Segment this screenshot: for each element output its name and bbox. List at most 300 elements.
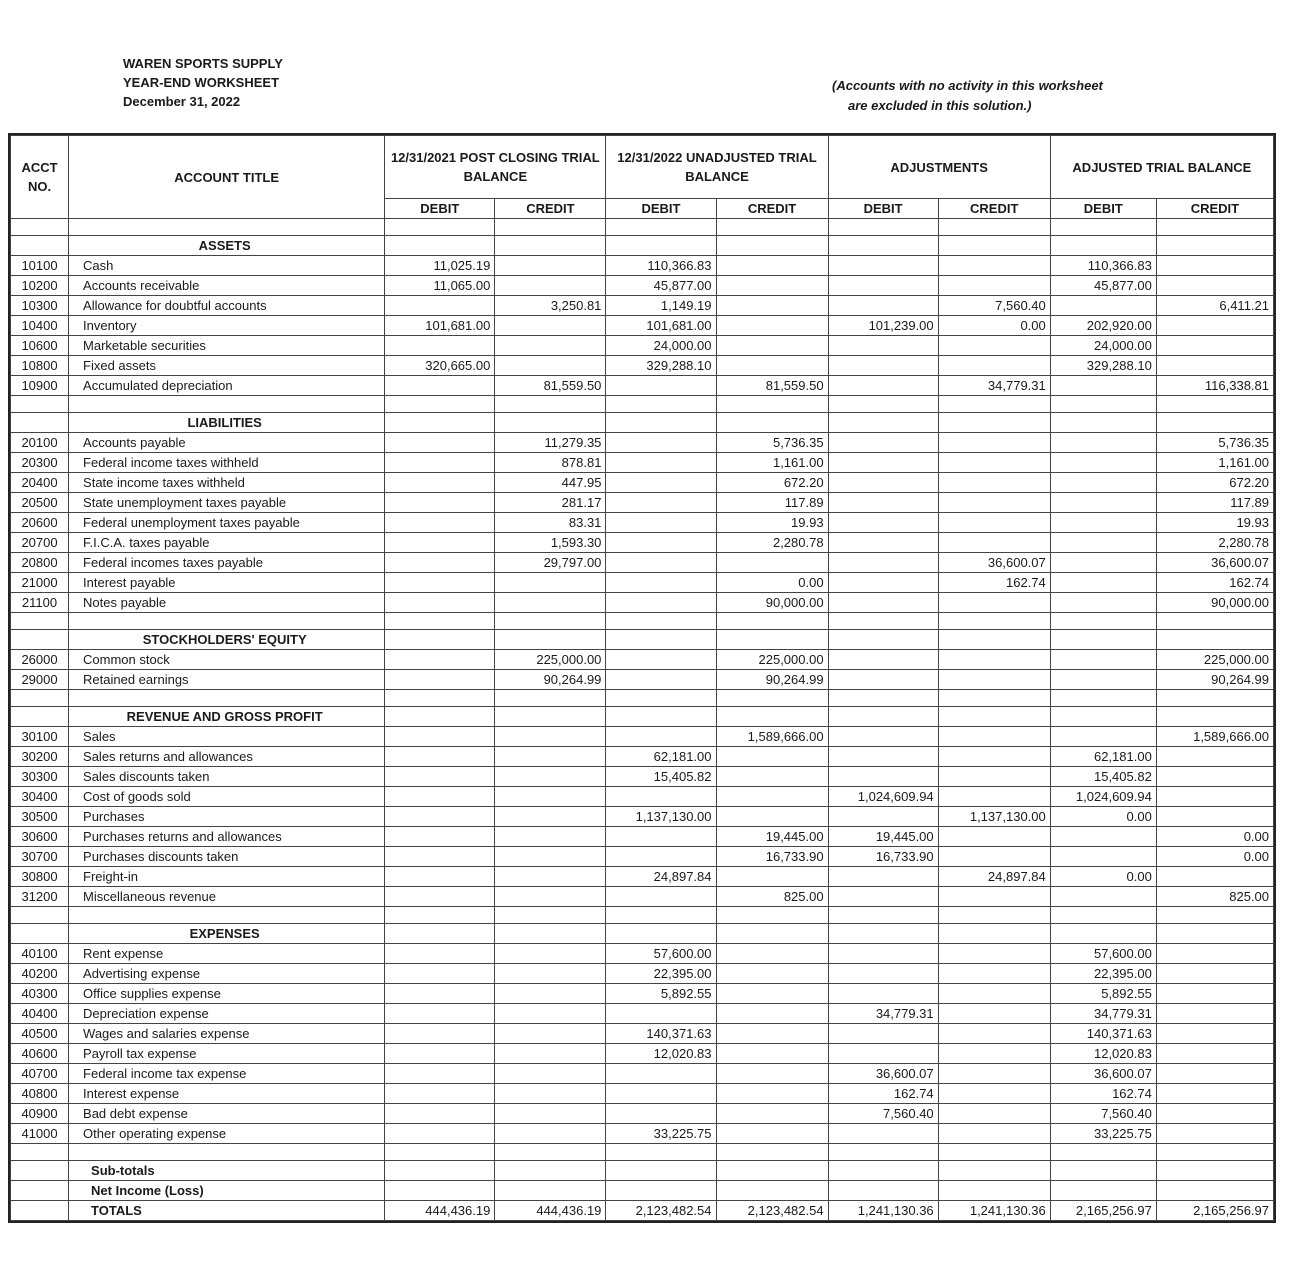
credit-amount (495, 807, 606, 827)
empty-cell (11, 413, 69, 433)
totals-row (11, 1161, 1274, 1181)
credit-amount: 444,436.19 (495, 1201, 606, 1221)
empty-cell (716, 396, 828, 413)
credit-amount (1156, 1161, 1273, 1181)
debit-amount (828, 727, 938, 747)
debit-amount: 101,681.00 (606, 316, 716, 336)
account-row (11, 593, 1274, 613)
debit-amount (828, 650, 938, 670)
debit-amount (606, 513, 716, 533)
empty-cell (716, 907, 828, 924)
credit-amount (1156, 1084, 1273, 1104)
credit-amount: 2,165,256.97 (1156, 1201, 1273, 1221)
credit-amount (716, 356, 828, 376)
credit-amount: 162.74 (1156, 573, 1273, 593)
debit-amount (385, 867, 495, 887)
empty-cell (385, 690, 495, 707)
debit-amount (1050, 1181, 1156, 1201)
empty-cell (716, 630, 828, 650)
account-title: Accounts receivable (69, 276, 385, 296)
debit-amount: 45,877.00 (606, 276, 716, 296)
debit-amount (606, 533, 716, 553)
empty-cell (828, 630, 938, 650)
debit-amount: 24,000.00 (1050, 336, 1156, 356)
debit-amount (385, 944, 495, 964)
worksheet-table (10, 135, 1274, 1221)
debit-amount (606, 1161, 716, 1181)
empty-cell (385, 219, 495, 236)
account-row (11, 887, 1274, 907)
section-header-row (11, 630, 1274, 650)
debit-amount (828, 767, 938, 787)
credit-amount (938, 787, 1050, 807)
credit-amount (716, 787, 828, 807)
section-title: ASSETS (69, 236, 385, 256)
empty-cell (938, 613, 1050, 630)
credit-amount (495, 573, 606, 593)
credit-amount (495, 336, 606, 356)
credit-amount (938, 670, 1050, 690)
empty-cell (11, 690, 69, 707)
empty-cell (606, 613, 716, 630)
credit-amount (1156, 1181, 1273, 1201)
account-title: Federal incomes taxes payable (69, 553, 385, 573)
credit-amount: 1,589,666.00 (1156, 727, 1273, 747)
account-title: Freight-in (69, 867, 385, 887)
credit-amount (1156, 787, 1273, 807)
account-number: 21000 (11, 573, 69, 593)
debit-amount: 329,288.10 (1050, 356, 1156, 376)
debit-amount: 19,445.00 (828, 827, 938, 847)
account-title: Other operating expense (69, 1124, 385, 1144)
header-debit: DEBIT (606, 199, 716, 219)
empty-cell (11, 236, 69, 256)
section-title: EXPENSES (69, 924, 385, 944)
debit-amount (606, 787, 716, 807)
credit-amount (495, 1024, 606, 1044)
empty-cell (385, 630, 495, 650)
credit-amount: 90,000.00 (1156, 593, 1273, 613)
credit-amount (716, 553, 828, 573)
empty-cell (606, 630, 716, 650)
credit-amount (495, 867, 606, 887)
account-number: 40200 (11, 964, 69, 984)
empty-cell (828, 907, 938, 924)
account-number: 40400 (11, 1004, 69, 1024)
account-number: 20400 (11, 473, 69, 493)
debit-amount: 62,181.00 (606, 747, 716, 767)
credit-amount: 281.17 (495, 493, 606, 513)
debit-amount: 1,024,609.94 (1050, 787, 1156, 807)
empty-cell (385, 236, 495, 256)
empty-cell (11, 630, 69, 650)
empty-cell (11, 1144, 69, 1161)
debit-amount (828, 867, 938, 887)
account-number: 40600 (11, 1044, 69, 1064)
debit-amount (606, 1104, 716, 1124)
note-line-2: are excluded in this solution.) (848, 98, 1032, 113)
credit-amount: 81,559.50 (716, 376, 828, 396)
account-number: 40700 (11, 1064, 69, 1084)
debit-amount: 33,225.75 (1050, 1124, 1156, 1144)
credit-amount: 0.00 (1156, 847, 1273, 867)
account-row (11, 453, 1274, 473)
empty-cell (938, 413, 1050, 433)
header-debit: DEBIT (385, 199, 495, 219)
empty-cell (11, 1161, 69, 1181)
debit-amount (1050, 847, 1156, 867)
account-row (11, 847, 1274, 867)
spacer-row (11, 1144, 1274, 1161)
debit-amount (385, 533, 495, 553)
credit-amount (495, 1181, 606, 1201)
credit-amount (716, 1064, 828, 1084)
account-row (11, 533, 1274, 553)
empty-cell (938, 630, 1050, 650)
debit-amount (828, 336, 938, 356)
debit-amount (1050, 473, 1156, 493)
empty-cell (11, 1201, 69, 1221)
account-row (11, 1044, 1274, 1064)
account-row (11, 553, 1274, 573)
empty-cell (1156, 236, 1273, 256)
account-title: Cash (69, 256, 385, 276)
account-title: Advertising expense (69, 964, 385, 984)
debit-amount (385, 473, 495, 493)
account-row (11, 1104, 1274, 1124)
empty-cell (69, 613, 385, 630)
credit-amount (1156, 276, 1273, 296)
credit-amount (1156, 1124, 1273, 1144)
credit-amount (716, 1084, 828, 1104)
credit-amount (716, 964, 828, 984)
account-row (11, 807, 1274, 827)
debit-amount: 62,181.00 (1050, 747, 1156, 767)
credit-amount (938, 256, 1050, 276)
account-number: 20500 (11, 493, 69, 513)
credit-amount: 90,000.00 (716, 593, 828, 613)
empty-cell (1050, 690, 1156, 707)
credit-amount: 878.81 (495, 453, 606, 473)
credit-amount (938, 356, 1050, 376)
credit-amount (1156, 807, 1273, 827)
header-group-adjusted: ADJUSTED TRIAL BALANCE (1050, 136, 1273, 199)
account-row (11, 650, 1274, 670)
worksheet-body (11, 219, 1274, 1221)
totals-label: Net Income (Loss) (69, 1181, 385, 1201)
account-number: 10200 (11, 276, 69, 296)
credit-amount: 1,137,130.00 (938, 807, 1050, 827)
debit-amount: 329,288.10 (606, 356, 716, 376)
empty-cell (1050, 907, 1156, 924)
debit-amount (385, 1004, 495, 1024)
account-number: 30700 (11, 847, 69, 867)
account-row (11, 276, 1274, 296)
empty-cell (716, 690, 828, 707)
debit-amount (1050, 433, 1156, 453)
debit-amount (385, 296, 495, 316)
account-number: 31200 (11, 887, 69, 907)
credit-amount: 11,279.35 (495, 433, 606, 453)
credit-amount: 36,600.07 (938, 553, 1050, 573)
empty-cell (69, 907, 385, 924)
worksheet-header (123, 54, 283, 111)
account-row (11, 1084, 1274, 1104)
debit-amount (828, 1181, 938, 1201)
credit-amount (716, 1161, 828, 1181)
account-row (11, 513, 1274, 533)
credit-amount (495, 827, 606, 847)
header-group-post-closing: 12/31/2021 POST CLOSING TRIAL BALANCE (385, 136, 606, 199)
credit-amount (938, 1124, 1050, 1144)
credit-amount: 19,445.00 (716, 827, 828, 847)
empty-cell (385, 413, 495, 433)
empty-cell (1050, 1144, 1156, 1161)
debit-amount (1050, 513, 1156, 533)
section-title: LIABILITIES (69, 413, 385, 433)
empty-cell (1156, 924, 1273, 944)
empty-cell (495, 413, 606, 433)
credit-amount (716, 1124, 828, 1144)
empty-cell (11, 707, 69, 727)
account-row (11, 1064, 1274, 1084)
credit-amount: 117.89 (716, 493, 828, 513)
debit-amount (385, 670, 495, 690)
section-header-row (11, 413, 1274, 433)
empty-cell (385, 907, 495, 924)
empty-cell (1156, 907, 1273, 924)
debit-amount (828, 296, 938, 316)
empty-cell (1156, 1144, 1273, 1161)
empty-cell (1156, 690, 1273, 707)
credit-amount: 16,733.90 (716, 847, 828, 867)
empty-cell (1156, 219, 1273, 236)
credit-amount (495, 964, 606, 984)
credit-amount (938, 727, 1050, 747)
empty-cell (69, 690, 385, 707)
credit-amount: 672.20 (1156, 473, 1273, 493)
credit-amount (495, 847, 606, 867)
credit-amount (495, 887, 606, 907)
debit-amount (385, 847, 495, 867)
debit-amount (385, 513, 495, 533)
debit-amount: 1,149.19 (606, 296, 716, 316)
account-number: 10400 (11, 316, 69, 336)
totals-label: Sub-totals (69, 1161, 385, 1181)
empty-cell (69, 396, 385, 413)
account-row (11, 747, 1274, 767)
credit-amount (716, 1044, 828, 1064)
empty-cell (495, 924, 606, 944)
header-account-title: ACCOUNT TITLE (69, 136, 385, 219)
account-row (11, 473, 1274, 493)
credit-amount (938, 650, 1050, 670)
empty-cell (938, 1144, 1050, 1161)
debit-amount (828, 670, 938, 690)
debit-amount: 24,897.84 (606, 867, 716, 887)
credit-amount (1156, 984, 1273, 1004)
debit-amount: 2,123,482.54 (606, 1201, 716, 1221)
debit-amount: 7,560.40 (828, 1104, 938, 1124)
debit-amount: 1,024,609.94 (828, 787, 938, 807)
credit-amount (1156, 1024, 1273, 1044)
credit-amount (495, 316, 606, 336)
debit-amount (828, 433, 938, 453)
empty-cell (828, 707, 938, 727)
credit-amount: 3,250.81 (495, 296, 606, 316)
debit-amount (828, 1124, 938, 1144)
debit-amount (1050, 650, 1156, 670)
debit-amount: 34,779.31 (1050, 1004, 1156, 1024)
header-group-adjustments: ADJUSTMENTS (828, 136, 1050, 199)
debit-amount: 1,137,130.00 (606, 807, 716, 827)
account-number: 20300 (11, 453, 69, 473)
debit-amount: 0.00 (1050, 867, 1156, 887)
credit-amount (938, 964, 1050, 984)
account-row (11, 336, 1274, 356)
credit-amount (716, 316, 828, 336)
debit-amount (385, 767, 495, 787)
debit-amount (606, 650, 716, 670)
account-number: 30800 (11, 867, 69, 887)
debit-amount (385, 984, 495, 1004)
empty-cell (828, 690, 938, 707)
account-row (11, 296, 1274, 316)
empty-cell (938, 690, 1050, 707)
empty-cell (11, 219, 69, 236)
empty-cell (385, 396, 495, 413)
credit-amount (938, 1024, 1050, 1044)
credit-amount: 116,338.81 (1156, 376, 1273, 396)
credit-amount (495, 984, 606, 1004)
debit-amount: 16,733.90 (828, 847, 938, 867)
credit-amount (1156, 1004, 1273, 1024)
debit-amount (606, 887, 716, 907)
debit-amount (606, 727, 716, 747)
empty-cell (11, 924, 69, 944)
debit-amount: 11,065.00 (385, 276, 495, 296)
debit-amount (828, 1161, 938, 1181)
account-row (11, 867, 1274, 887)
empty-cell (606, 396, 716, 413)
debit-amount: 7,560.40 (1050, 1104, 1156, 1124)
debit-amount (385, 747, 495, 767)
credit-amount: 225,000.00 (1156, 650, 1273, 670)
credit-amount (495, 356, 606, 376)
account-number: 41000 (11, 1124, 69, 1144)
credit-amount (716, 984, 828, 1004)
credit-amount (1156, 944, 1273, 964)
debit-amount (606, 473, 716, 493)
account-number: 10300 (11, 296, 69, 316)
empty-cell (11, 396, 69, 413)
account-title: Payroll tax expense (69, 1044, 385, 1064)
debit-amount (606, 573, 716, 593)
debit-amount (385, 964, 495, 984)
account-row (11, 670, 1274, 690)
credit-amount (716, 767, 828, 787)
debit-amount (385, 887, 495, 907)
credit-amount (938, 513, 1050, 533)
empty-cell (1156, 396, 1273, 413)
account-row (11, 767, 1274, 787)
empty-cell (1156, 413, 1273, 433)
credit-amount (938, 747, 1050, 767)
account-row (11, 964, 1274, 984)
debit-amount: 15,405.82 (1050, 767, 1156, 787)
empty-cell (1050, 413, 1156, 433)
empty-cell (938, 396, 1050, 413)
debit-amount (385, 376, 495, 396)
header-credit: CREDIT (495, 199, 606, 219)
account-title: Cost of goods sold (69, 787, 385, 807)
credit-amount: 81,559.50 (495, 376, 606, 396)
debit-amount: 34,779.31 (828, 1004, 938, 1024)
debit-amount (385, 727, 495, 747)
credit-amount (938, 453, 1050, 473)
totals-row (11, 1201, 1274, 1221)
debit-amount: 101,239.00 (828, 316, 938, 336)
empty-cell (495, 613, 606, 630)
credit-amount (938, 336, 1050, 356)
account-number: 40800 (11, 1084, 69, 1104)
debit-amount (606, 493, 716, 513)
debit-amount (385, 1064, 495, 1084)
debit-amount (385, 1044, 495, 1064)
debit-amount: 140,371.63 (1050, 1024, 1156, 1044)
credit-amount (1156, 867, 1273, 887)
debit-amount (1050, 533, 1156, 553)
empty-cell (11, 1181, 69, 1201)
debit-amount (385, 453, 495, 473)
credit-amount: 1,161.00 (716, 453, 828, 473)
credit-amount (938, 533, 1050, 553)
credit-amount: 29,797.00 (495, 553, 606, 573)
debit-amount: 15,405.82 (606, 767, 716, 787)
debit-amount (385, 433, 495, 453)
credit-amount: 5,736.35 (716, 433, 828, 453)
account-row (11, 1124, 1274, 1144)
empty-cell (1156, 707, 1273, 727)
debit-amount (385, 1084, 495, 1104)
empty-cell (385, 707, 495, 727)
debit-amount: 0.00 (1050, 807, 1156, 827)
section-title: STOCKHOLDERS' EQUITY (69, 630, 385, 650)
empty-cell (495, 396, 606, 413)
credit-amount (495, 593, 606, 613)
debit-amount (828, 944, 938, 964)
account-title: Bad debt expense (69, 1104, 385, 1124)
credit-amount (716, 1024, 828, 1044)
credit-amount (938, 433, 1050, 453)
credit-amount (716, 747, 828, 767)
credit-amount (495, 747, 606, 767)
credit-amount: 2,280.78 (716, 533, 828, 553)
credit-amount: 225,000.00 (716, 650, 828, 670)
credit-amount (716, 336, 828, 356)
credit-amount: 825.00 (1156, 887, 1273, 907)
empty-cell (1050, 396, 1156, 413)
debit-amount: 12,020.83 (1050, 1044, 1156, 1064)
debit-amount (828, 493, 938, 513)
debit-amount (828, 964, 938, 984)
note-line-1: (Accounts with no activity in this worksheet (832, 78, 1103, 93)
debit-amount (1050, 553, 1156, 573)
section-header-row (11, 236, 1274, 256)
empty-cell (716, 613, 828, 630)
empty-cell (716, 1144, 828, 1161)
empty-cell (11, 613, 69, 630)
